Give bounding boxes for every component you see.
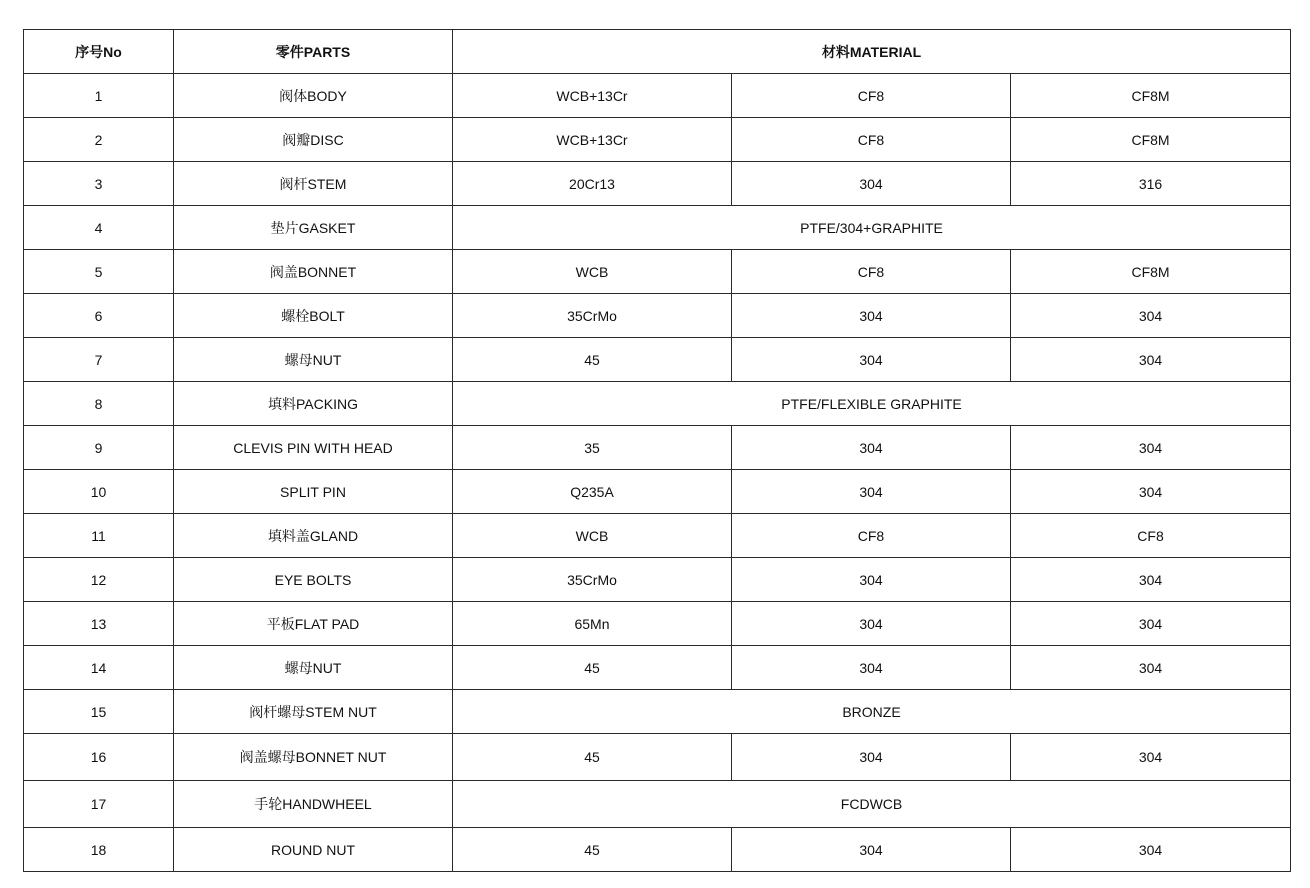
cell-material-2: 304 <box>732 470 1011 514</box>
cell-material-merged: BRONZE <box>453 690 1291 734</box>
cell-part: 螺母NUT <box>174 646 453 690</box>
cell-no: 9 <box>24 426 174 470</box>
cell-material-1: 35 <box>453 426 732 470</box>
cell-part: 垫片GASKET <box>174 206 453 250</box>
cell-no: 12 <box>24 558 174 602</box>
table-row <box>24 646 1291 690</box>
cell-material-3: 304 <box>1011 338 1291 382</box>
cell-material-2: CF8 <box>732 514 1011 558</box>
cell-material-3: 304 <box>1011 646 1291 690</box>
table-row <box>24 514 1291 558</box>
cell-part: 手轮HANDWHEEL <box>174 781 453 828</box>
table-row <box>24 162 1291 206</box>
cell-material-2: 304 <box>732 426 1011 470</box>
cell-material-1: 20Cr13 <box>453 162 732 206</box>
cell-material-1: 45 <box>453 646 732 690</box>
cell-material-1: 45 <box>453 828 732 872</box>
cell-no: 13 <box>24 602 174 646</box>
cell-material-2: 304 <box>732 602 1011 646</box>
table-header-row <box>24 30 1291 74</box>
table-row <box>24 470 1291 514</box>
header-material: 材料MATERIAL <box>453 30 1291 74</box>
cell-no: 5 <box>24 250 174 294</box>
cell-part: ROUND NUT <box>174 828 453 872</box>
cell-part: 阀体BODY <box>174 74 453 118</box>
cell-part: 填料盖GLAND <box>174 514 453 558</box>
cell-material-2: 304 <box>732 646 1011 690</box>
cell-no: 18 <box>24 828 174 872</box>
cell-part: 填料PACKING <box>174 382 453 426</box>
table-row <box>24 558 1291 602</box>
cell-material-1: 65Mn <box>453 602 732 646</box>
cell-part: 阀盖BONNET <box>174 250 453 294</box>
cell-part: EYE BOLTS <box>174 558 453 602</box>
cell-material-3: CF8 <box>1011 514 1291 558</box>
cell-material-2: CF8 <box>732 118 1011 162</box>
cell-no: 14 <box>24 646 174 690</box>
cell-material-3: CF8M <box>1011 250 1291 294</box>
cell-part: CLEVIS PIN WITH HEAD <box>174 426 453 470</box>
cell-no: 10 <box>24 470 174 514</box>
cell-part: 螺母NUT <box>174 338 453 382</box>
table-body <box>24 74 1291 872</box>
cell-material-3: 304 <box>1011 828 1291 872</box>
cell-material-2: 304 <box>732 294 1011 338</box>
bill-of-materials-table <box>23 29 1291 872</box>
cell-material-3: 304 <box>1011 470 1291 514</box>
cell-material-2: CF8 <box>732 250 1011 294</box>
cell-material-3: 304 <box>1011 734 1291 781</box>
cell-material-merged: PTFE/304+GRAPHITE <box>453 206 1291 250</box>
cell-material-1: WCB <box>453 250 732 294</box>
cell-material-1: 45 <box>453 338 732 382</box>
cell-material-1: Q235A <box>453 470 732 514</box>
cell-material-3: 304 <box>1011 558 1291 602</box>
header-no: 序号No <box>24 30 174 74</box>
cell-material-3: CF8M <box>1011 74 1291 118</box>
cell-material-3: 304 <box>1011 294 1291 338</box>
cell-no: 8 <box>24 382 174 426</box>
cell-material-1: WCB <box>453 514 732 558</box>
header-parts: 零件PARTS <box>174 30 453 74</box>
cell-part: 阀盖螺母BONNET NUT <box>174 734 453 781</box>
cell-no: 2 <box>24 118 174 162</box>
cell-no: 3 <box>24 162 174 206</box>
cell-material-2: 304 <box>732 162 1011 206</box>
cell-material-merged: PTFE/FLEXIBLE GRAPHITE <box>453 382 1291 426</box>
table-row <box>24 250 1291 294</box>
cell-material-1: 35CrMo <box>453 558 732 602</box>
cell-material-1: 35CrMo <box>453 294 732 338</box>
cell-material-2: 304 <box>732 734 1011 781</box>
cell-no: 1 <box>24 74 174 118</box>
cell-material-1: WCB+13Cr <box>453 74 732 118</box>
cell-material-3: 304 <box>1011 602 1291 646</box>
table-row <box>24 426 1291 470</box>
table-row <box>24 734 1291 781</box>
table-row <box>24 602 1291 646</box>
table-row <box>24 382 1291 426</box>
cell-material-2: 304 <box>732 828 1011 872</box>
cell-material-2: 304 <box>732 558 1011 602</box>
cell-material-3: CF8M <box>1011 118 1291 162</box>
table-row <box>24 294 1291 338</box>
table-row <box>24 74 1291 118</box>
cell-part: 平板FLAT PAD <box>174 602 453 646</box>
table-row <box>24 338 1291 382</box>
cell-material-2: 304 <box>732 338 1011 382</box>
cell-material-merged: FCDWCB <box>453 781 1291 828</box>
cell-material-3: 304 <box>1011 426 1291 470</box>
cell-part: 螺栓BOLT <box>174 294 453 338</box>
table-row <box>24 206 1291 250</box>
cell-no: 15 <box>24 690 174 734</box>
cell-material-1: 45 <box>453 734 732 781</box>
cell-no: 17 <box>24 781 174 828</box>
cell-material-2: CF8 <box>732 74 1011 118</box>
cell-material-1: WCB+13Cr <box>453 118 732 162</box>
table-row <box>24 118 1291 162</box>
cell-no: 7 <box>24 338 174 382</box>
cell-no: 11 <box>24 514 174 558</box>
cell-part: SPLIT PIN <box>174 470 453 514</box>
cell-no: 4 <box>24 206 174 250</box>
cell-part: 阀杆螺母STEM NUT <box>174 690 453 734</box>
table-row <box>24 781 1291 828</box>
cell-no: 6 <box>24 294 174 338</box>
cell-material-3: 316 <box>1011 162 1291 206</box>
cell-no: 16 <box>24 734 174 781</box>
cell-part: 阀杆STEM <box>174 162 453 206</box>
cell-part: 阀瓣DISC <box>174 118 453 162</box>
table-row <box>24 690 1291 734</box>
table-row <box>24 828 1291 872</box>
